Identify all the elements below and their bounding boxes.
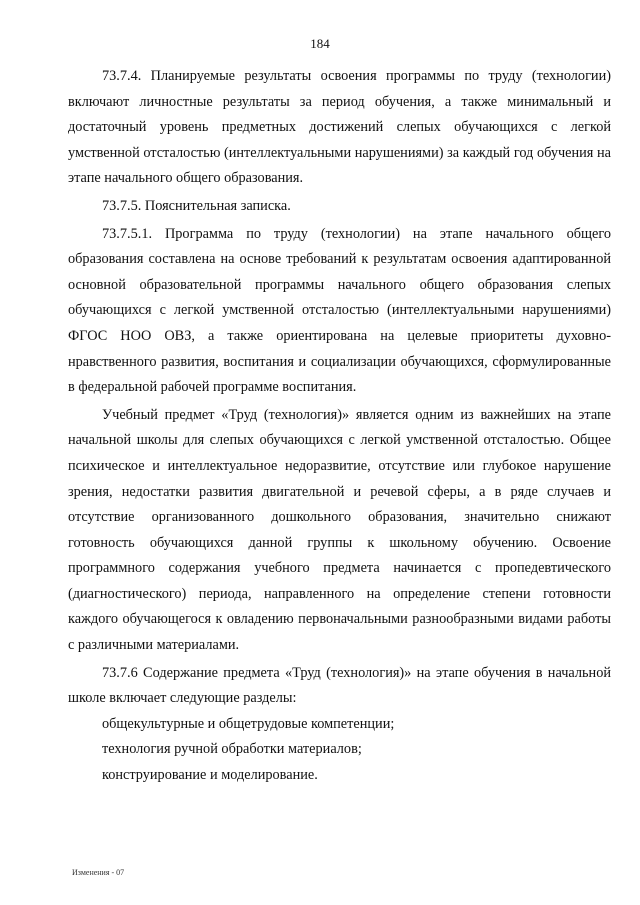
document-body xyxy=(68,64,611,789)
list-item: технология ручной обработки материалов; xyxy=(102,741,362,758)
paragraph-program-basis: 73.7.5.1. Программа по труду (технологии) на этапе начального общего образования составлена на основе требований к результатам освоения адаптированной основной образовательной программы начального общего образования слепых обучающихся с легкой умственной отсталостью (интеллектуальными нарушениями) ФГОС НОО ОВЗ, а также ориентирована на целевые приоритеты духовно-нравственного развития, воспитания и социализации обучающихся, сформулированные в федеральной рабочей программе воспитания. xyxy=(68,225,611,396)
revision-footer: Изменения - 07 xyxy=(72,868,125,877)
list-item: конструирование и моделирование. xyxy=(102,767,318,784)
paragraph-planned-results: 73.7.4. Планируемые результаты освоения программы по труду (технологии) включают личностные результаты за период обучения, а также минимальный и достаточный уровень предметных достижений слепых обучающихся с легкой умственной отсталостью (интеллектуальными нарушениями) за каждый год обучения на этапе начального общего образования. xyxy=(68,68,611,187)
paragraph-subject-content: 73.7.6 Содержание предмета «Труд (технология)» на этапе обучения в начальной школе включает следующие разделы: xyxy=(68,664,611,707)
paragraph-explanatory-note-heading: 73.7.5. Пояснительная записка. xyxy=(102,197,291,214)
paragraph-subject-importance: Учебный предмет «Труд (технология)» является одним из важнейших на этапе начальной школы для слепых обучающихся с легкой умственной отсталостью. Общее психическое и интеллектуальное недоразвитие, отсутствие или глубокое нарушение зрения, недостатки развития двигательной и речевой сферы, а в ряде случаев и отсутствие организованного дошкольного образования, значительно снижают готовность обучающихся данной группы к школьному обучению. Освоение программного содержания учебного предмета начинается с пропедевтического (диагностического) периода, направленного на определение степени готовности каждого обучающегося к овладению первоначальными разнообразными видами работы с различными материалами. xyxy=(68,406,611,654)
list-item: общекультурные и общетрудовые компетенции; xyxy=(102,715,395,732)
page-number: 184 xyxy=(310,36,330,51)
